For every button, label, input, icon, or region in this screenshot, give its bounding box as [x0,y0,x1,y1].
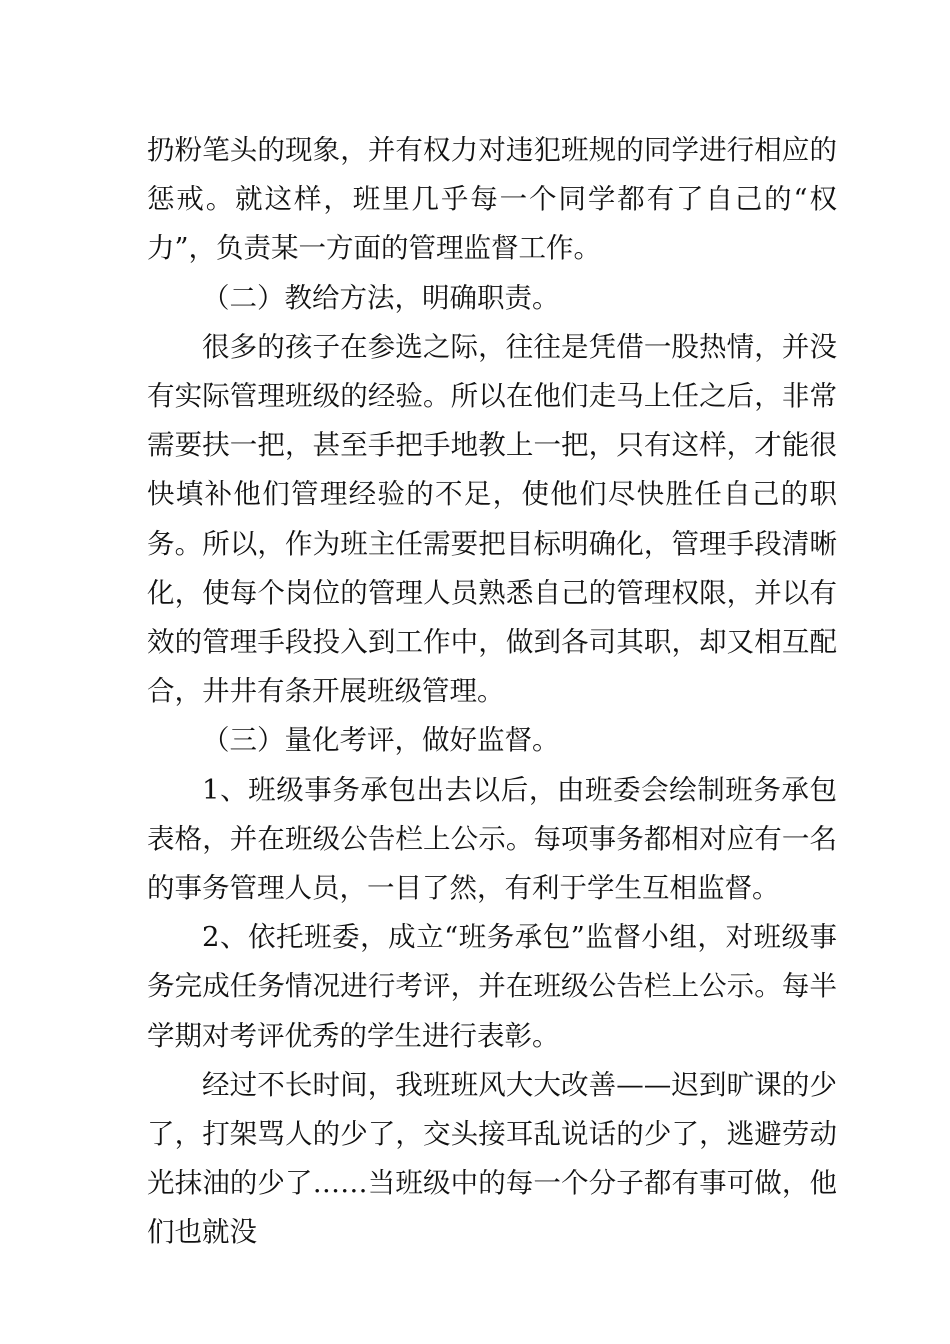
paragraph-item-two: 2、依托班委，成立“班务承包”监督小组，对班级事务完成任务情况进行考评，并在班级公告栏上公示。每半学期对考评优秀的学生进行表彰。 [147,921,837,1052]
paragraph-result: 经过不长时间，我班班风大大改善——迟到旷课的少了，打架骂人的少了，交头接耳乱说话的少了，逃避劳动光抹油的少了……当班级中的每一个分子都有事可做，他们也就没 [147,1068,837,1249]
document-body [147,126,837,1258]
paragraph-item-one: 1、班级事务承包出去以后，由班委会绘制班务承包表格，并在班级公告栏上公示。每项事务都相对应有一名的事务管理人员，一目了然，有利于学生互相监督。 [147,773,837,905]
section-heading-two: （二）教给方法，明确职责。 [202,281,560,314]
paragraph-continuation: 扔粉笔头的现象，并有权力对违犯班规的同学进行相应的惩戒。就这样，班里几乎每一个同学都有了自己的“权力”，负责某一方面的管理监督工作。 [147,134,837,265]
section-heading-three: （三）量化考评，做好监督。 [202,724,560,757]
paragraph-method: 很多的孩子在参选之际，往往是凭借一股热情，并没有实际管理班级的经验。所以在他们走马上任之后，非常需要扶一把，甚至手把手地教上一把，只有这样，才能很快填补他们管理经验的不足，使他们尽快胜任自己的职务。所以，作为班主任需要把目标明确化，管理手段清晰化，使每个岗位的管理人员熟悉自己的管理权限，并以有效的管理手段投入到工作中，做到各司其职，却又相互配合，井井有条开展班级管理。 [147,330,837,708]
